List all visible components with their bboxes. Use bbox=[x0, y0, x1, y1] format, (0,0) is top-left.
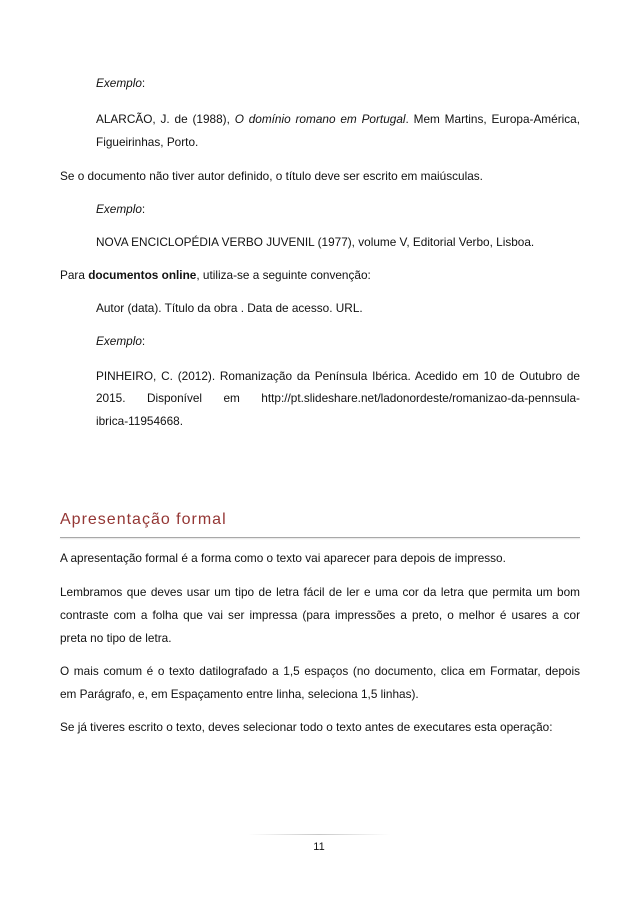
example-label-text: Exemplo bbox=[96, 76, 142, 90]
book-reference-publisher: . Mem Martins, Europa-América, bbox=[405, 112, 580, 126]
page-number: 11 bbox=[313, 841, 325, 853]
paragraph-4-line-1: Se já tiveres escrito o texto, deves selecionar todo o texto antes de executares esta operação: bbox=[60, 720, 553, 734]
paragraph-3-line-1: O mais comum é o texto datilografado a 1,5 espaços (no documento, clica em Formatar, depois bbox=[60, 664, 580, 678]
example-label bbox=[96, 199, 580, 219]
example-label-text: Exemplo bbox=[96, 202, 142, 216]
online-reference-line-2: 2015. Disponível em http://pt.slideshare.net/ladonordeste/romanizao-da-pennsula- bbox=[96, 391, 580, 405]
book-reference-title: O domínio romano em Portugal bbox=[234, 112, 406, 126]
online-reference-line-1: PINHEIRO, C. (2012). Romanização da Península Ibérica. Acedido em 10 de Outubro de bbox=[96, 369, 580, 383]
online-rule-before: Para bbox=[60, 268, 89, 282]
footer-divider bbox=[248, 834, 390, 835]
online-reference-line-3: ibrica-11954668. bbox=[96, 414, 184, 428]
section-heading: Apresentação formal bbox=[60, 511, 227, 528]
no-author-reference: NOVA ENCICLOPÉDIA VERBO JUVENIL (1977), volume V, Editorial Verbo, Lisboa. bbox=[96, 235, 535, 249]
book-reference-author: ALARCÃO, J. de (1988), bbox=[96, 112, 235, 126]
example-label bbox=[96, 73, 580, 93]
paragraph-3-line-2: em Parágrafo, e, em Espaçamento entre linha, seleciona 1,5 linhas). bbox=[60, 687, 419, 701]
online-rule-bold: documentos online bbox=[88, 268, 197, 282]
paragraph-2-line-1: Lembramos que deves usar um tipo de letra fácil de ler e uma cor da letra que permita um bom bbox=[60, 585, 580, 599]
no-author-rule: Se o documento não tiver autor definido, o título deve ser escrito em maiúsculas. bbox=[60, 169, 483, 183]
example-label-text: Exemplo bbox=[96, 334, 142, 348]
heading-underline bbox=[60, 537, 580, 538]
book-reference-line-1 bbox=[96, 109, 580, 129]
paragraph-2-line-2: contraste com a folha que vai ser impressa (para impressões a preto, o melhor é usares a cor bbox=[60, 608, 580, 622]
example-label bbox=[96, 331, 580, 351]
online-convention: Autor (data). Título da obra . Data de acesso. URL. bbox=[96, 301, 363, 315]
example-label-colon: : bbox=[141, 334, 146, 348]
example-label-colon: : bbox=[141, 76, 146, 90]
paragraph-1-line-1: A apresentação formal é a forma como o texto vai aparecer para depois de impresso. bbox=[60, 551, 506, 565]
book-reference-line-2: Figueirinhas, Porto. bbox=[96, 135, 199, 149]
paragraph-2-line-3: preta no tipo de letra. bbox=[60, 631, 172, 645]
online-rule-after: , utiliza-se a seguinte convenção: bbox=[196, 268, 371, 282]
online-rule bbox=[60, 265, 580, 285]
example-label-colon: : bbox=[141, 202, 146, 216]
